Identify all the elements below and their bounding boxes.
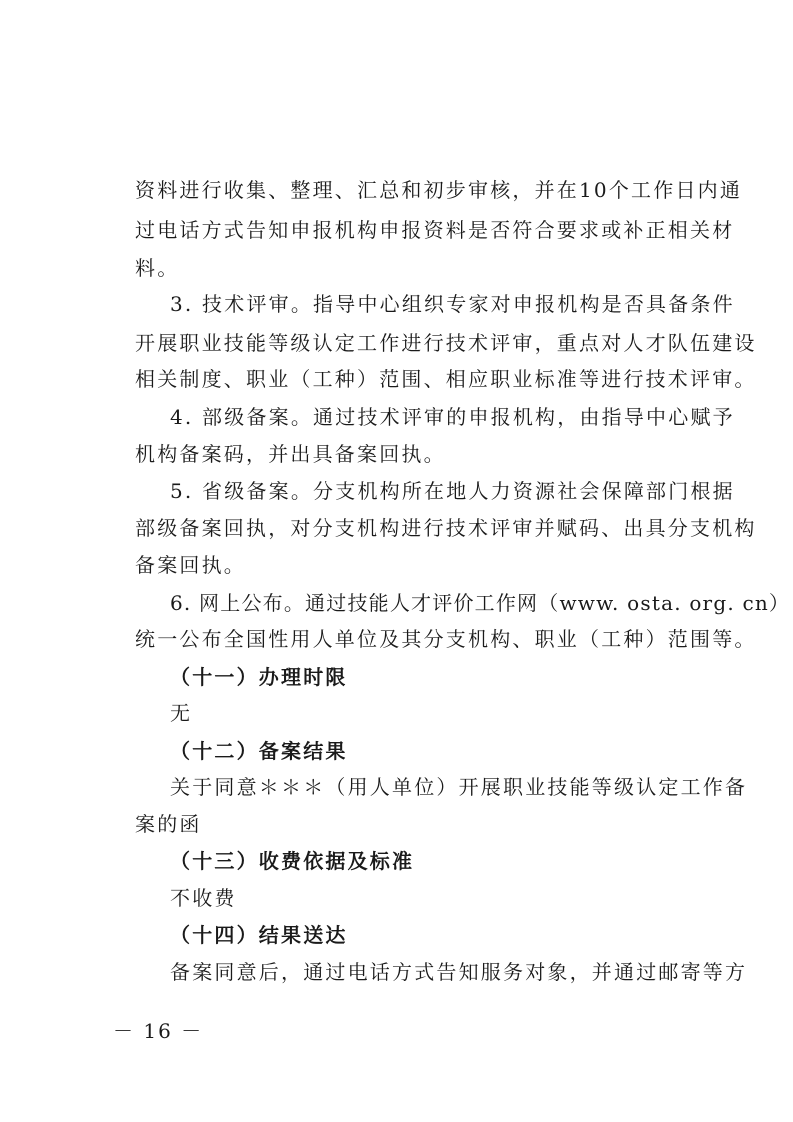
body-text-line: 机构备案码，并出具备案回执。 (135, 442, 446, 466)
section-heading-result-delivery: （十四）结果送达 (170, 923, 348, 947)
step-6-online-publication: 6. 网上公布。通过技能人才评价工作网（www. osta. org. cn） (170, 591, 791, 615)
body-text-line: 关于同意＊＊＊（用人单位）开展职业技能等级认定工作备 (170, 775, 748, 799)
body-text-line: 开展职业技能等级认定工作进行技术评审，重点对人才队伍建设 (135, 331, 757, 355)
step-4-ministry-filing: 4. 部级备案。通过技术评审的申报机构，由指导中心赋予 (170, 405, 735, 429)
section-heading-filing-result: （十二）备案结果 (170, 739, 348, 763)
body-text-line: 无 (170, 701, 193, 725)
body-text-line: 料。 (135, 256, 180, 280)
body-text-line: 备案同意后，通过电话方式告知服务对象，并通过邮寄等方 (170, 960, 748, 984)
step-3-technical-review: 3. 技术评审。指导中心组织专家对申报机构是否具备条件 (170, 292, 735, 316)
body-text-line: 案的函 (135, 812, 202, 836)
body-text-line: 过电话方式告知申报机构申报资料是否符合要求或补正相关材 (135, 218, 735, 242)
step-5-provincial-filing: 5. 省级备案。分支机构所在地人力资源社会保障部门根据 (170, 479, 735, 503)
body-text-line: 备案回执。 (135, 553, 246, 577)
body-text-line: 相关制度、职业（工种）范围、相应职业标准等进行技术评审。 (135, 367, 757, 391)
page-number: － 16 － (113, 1019, 204, 1043)
body-text-line: 统一公布全国性用人单位及其分支机构、职业（工种）范围等。 (135, 627, 757, 651)
body-text-line: 资料进行收集、整理、汇总和初步审核，并在10个工作日内通 (135, 178, 743, 202)
section-heading-fees: （十三）收费依据及标准 (170, 849, 415, 873)
section-heading-processing-time: （十一）办理时限 (170, 665, 348, 689)
body-text-line: 不收费 (170, 886, 237, 910)
body-text-line: 部级备案回执，对分支机构进行技术评审并赋码、出具分支机构 (135, 516, 757, 540)
